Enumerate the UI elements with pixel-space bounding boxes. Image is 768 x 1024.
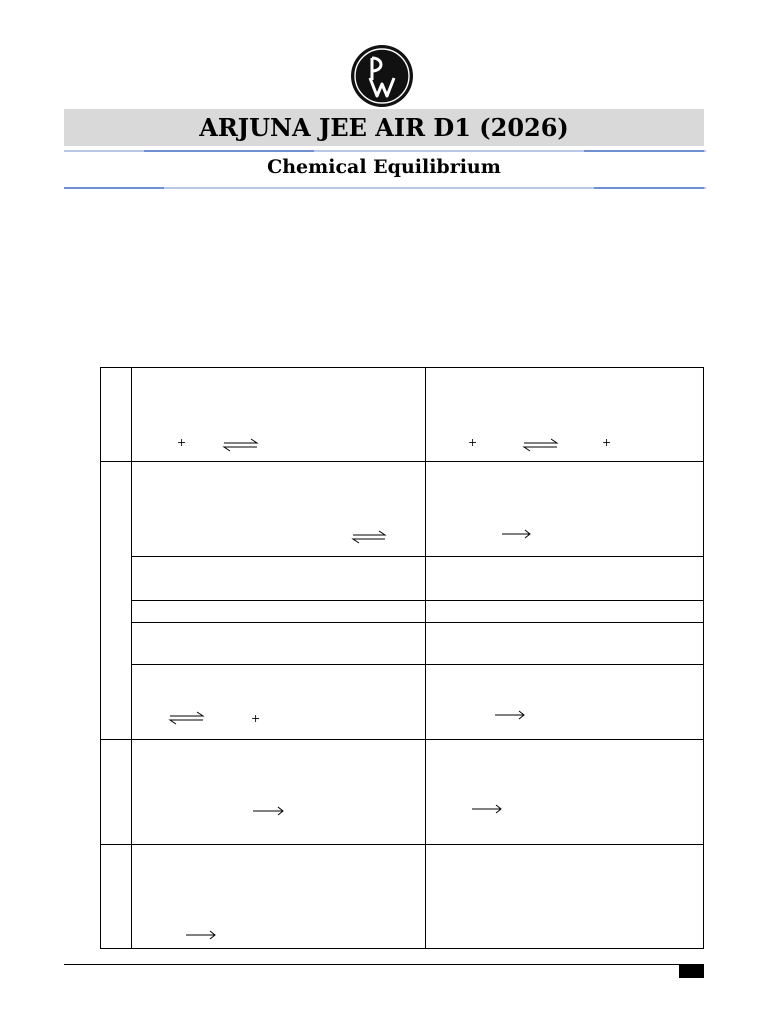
content-table	[100, 367, 704, 949]
header-rule-top	[64, 150, 706, 152]
document-title: ARJUNA JEE AIR D1 (2026)	[199, 113, 569, 142]
forward-arrow-icon	[495, 711, 524, 719]
plus-sign: +	[251, 712, 261, 725]
pw-logo-icon	[350, 44, 414, 108]
equilibrium-arrow-icon	[524, 439, 557, 443]
footer-rule	[64, 964, 704, 965]
forward-arrows	[186, 530, 530, 939]
table-grid	[100, 367, 704, 949]
equilibrium-arrow-icon	[353, 531, 385, 535]
equilibrium-arrows	[170, 436, 557, 724]
plus-sign: +	[602, 436, 612, 449]
plus-sign: +	[468, 436, 478, 449]
forward-arrow-icon	[502, 530, 530, 538]
equilibrium-arrow-icon	[170, 712, 203, 716]
page-number-tab	[679, 964, 704, 978]
document-subtitle: Chemical Equilibrium	[267, 156, 501, 178]
equilibrium-arrow-icon	[224, 447, 257, 451]
equilibrium-arrow-icon	[524, 447, 557, 451]
forward-arrow-icon	[253, 807, 283, 815]
header-rule-bottom	[64, 187, 706, 189]
plus-sign: +	[177, 436, 187, 449]
forward-arrow-icon	[472, 805, 501, 813]
equilibrium-arrow-icon	[353, 539, 385, 543]
document-title-banner	[64, 109, 704, 146]
equilibrium-arrow-icon	[170, 720, 203, 724]
equilibrium-arrow-icon	[224, 439, 257, 443]
forward-arrow-icon	[186, 931, 215, 939]
pw-logo	[350, 44, 414, 108]
